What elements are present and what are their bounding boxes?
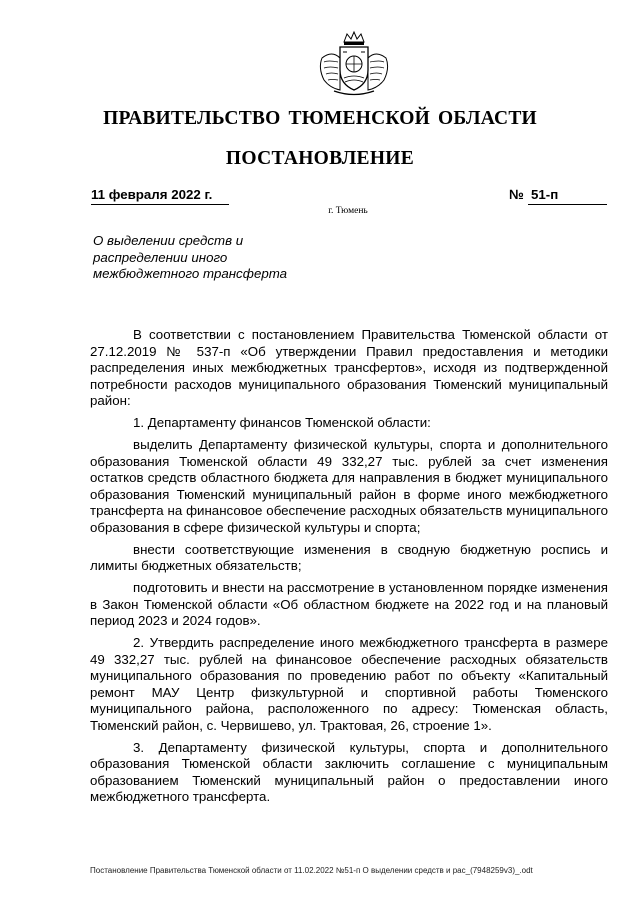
organization-title: ПРАВИТЕЛЬСТВО ТЮМЕНСКОЙ ОБЛАСТИ <box>103 108 537 129</box>
body-paragraph: подготовить и внести на рассмотрение в установленном порядке изменения в Закон Тюменской области «Об областном бюджете на 2022 год и на плановый период 2023 и 2024 годов». <box>90 580 608 628</box>
body-paragraph: 3. Департаменту физической культуры, спорта и дополнительного образования Тюменской области заключить соглашение с муниципальным образованием Тюменский муниципальный район о предоставлении иного межбюджетного трансферта. <box>90 739 608 804</box>
document-body <box>90 327 608 811</box>
subject-line: межбюджетного трансферта <box>93 266 288 281</box>
body-paragraph: 1. Департаменту финансов Тюменской области: <box>133 415 431 430</box>
document-subject <box>93 233 333 283</box>
subject-line: распределении иного <box>93 249 228 265</box>
page-footer: Постановление Правительства Тюменской области от 11.02.2022 №51-п О выделении средств и рас_(7948259v3)_.odt <box>90 866 533 875</box>
coat-of-arms-icon <box>314 28 394 100</box>
city: г. Тюмень <box>328 206 368 216</box>
number-label: № <box>509 187 524 202</box>
document-type: ПОСТАНОВЛЕНИЕ <box>225 148 415 169</box>
document-number: 51-п <box>528 187 607 205</box>
document-date: 11 февраля 2022 г. <box>91 187 229 205</box>
subject-line: О выделении средств и <box>93 233 244 248</box>
body-paragraph: внести соответствующие изменения в сводную бюджетную роспись и лимиты бюджетных обязательств; <box>90 541 608 573</box>
body-paragraph: 2. Утвердить распределение иного межбюджетного трансферта в размере 49 332,27 тыс. рублей на финансовое обеспечение расходных обязательств муниципального образования по проведению работ по объекту «Капитальный ремонт МАУ Центр физкультурной и спортивной работы Тюменского муниципального района, расположенного по адресу: Тюменская область, Тюменский район, с. Червишево, ул. Трактовая, 26, строение 1». <box>90 635 608 733</box>
body-paragraph: выделить Департаменту физической культуры, спорта и дополнительного образования Тюменской области 49 332,27 тыс. рублей за счет изменения остатков средств областного бюджета для направления в бюджет муниципального образования Тюменский муниципальный район в форме иного межбюджетного трансферта на финансовое обеспечение расходных обязательств муниципального образования в сфере физической культуры и спорта; <box>90 437 608 535</box>
body-paragraph: В соответствии с постановлением Правительства Тюменской области от 27.12.2019 № 537-п «Об утверждении Правил предоставления и методики распределения иных межбюджетных трансфертов», исходя из подтвержденной потребности расходов муниципального образования Тюменский муниципальный район: <box>90 327 608 408</box>
